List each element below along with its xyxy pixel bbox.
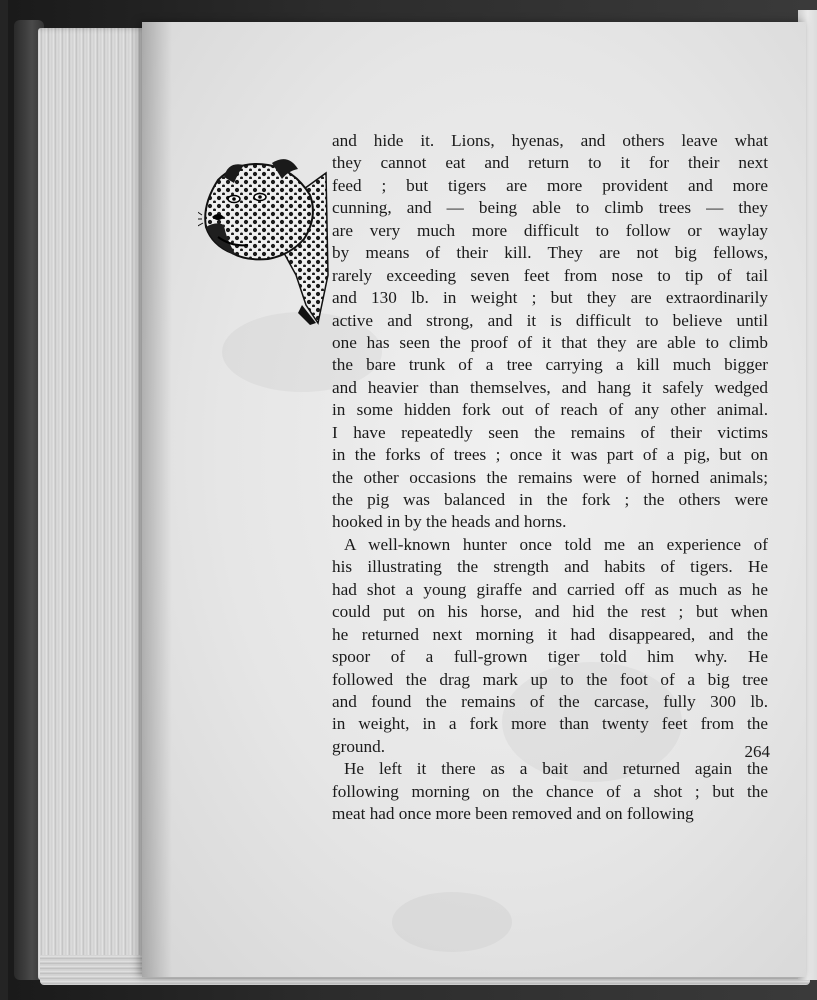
text-line: the pig was balanced in the fork ; the others were <box>332 490 768 509</box>
text-line: He left it there as a bait and returned again the <box>344 759 768 779</box>
text-line: active and strong, and it is difficult to believe until <box>332 310 768 330</box>
text-line: his illustrating the strength and habits of tigers. He <box>332 557 768 577</box>
text-line: the bare trunk of a tree carrying a kill much bigger <box>332 355 768 375</box>
text-line: had shot a young giraffe and carried off as much as he <box>332 579 768 599</box>
text-line: in weight, in a fork more than twenty feet from the <box>332 714 768 734</box>
leopard-head-illustration <box>198 155 330 327</box>
paragraph <box>332 130 768 534</box>
text-line: in some hidden fork out of reach of any other animal. <box>332 400 768 420</box>
text-line: ground. <box>332 736 385 756</box>
text-line: one has seen the proof of it that they are able to climb <box>332 332 768 352</box>
page-gutter-shadow <box>142 22 172 977</box>
text-line: and heavier than themselves, and hang it safely wedged <box>332 377 768 397</box>
text-line: following morning on the chance of a shot ; but the <box>332 781 768 801</box>
paragraph <box>332 534 768 758</box>
paragraph <box>332 758 768 825</box>
text-line: by means of their kill. They are not big fellows, <box>332 243 768 263</box>
text-line: in the forks of trees ; once it was part of a pig, but on <box>332 445 768 465</box>
text-line: he returned next morning it had disappeared, and the <box>332 624 768 644</box>
bleed-through-mark <box>392 892 512 952</box>
text-line: rarely exceeding seven feet from nose to tip of tail <box>332 265 768 285</box>
text-line: and hide it. Lions, hyenas, and others leave what <box>332 131 768 150</box>
text-line: meat had once more been removed and on following <box>332 804 694 824</box>
text-line: they cannot eat and return to it for their next <box>332 153 768 173</box>
body-text <box>332 130 768 826</box>
text-line: cunning, and — being able to climb trees — they <box>332 198 768 218</box>
text-line: hooked in by the heads and horns. <box>332 512 567 532</box>
text-line: and 130 lb. in weight ; but they are extraordinarily <box>332 288 768 308</box>
text-line: are very much more difficult to follow or waylay <box>332 220 768 240</box>
page-number: 264 <box>744 742 770 761</box>
page-block-edges <box>38 28 148 980</box>
text-line: the other occasions the remains were of horned animals; <box>332 467 768 487</box>
text-line: I have repeatedly seen the remains of their victims <box>332 422 768 442</box>
text-line: feed ; but tigers are more provident and more <box>332 175 768 195</box>
text-line: and found the remains of the carcase, fully 300 lb. <box>332 691 768 711</box>
text-line: followed the drag mark up to the foot of a big tree <box>332 669 768 689</box>
text-line: A well-known hunter once told me an experience of <box>344 534 768 554</box>
text-line: spoor of a full-grown tiger told him why. He <box>332 647 768 667</box>
text-line: could put on his horse, and hid the rest ; but when <box>332 602 768 622</box>
